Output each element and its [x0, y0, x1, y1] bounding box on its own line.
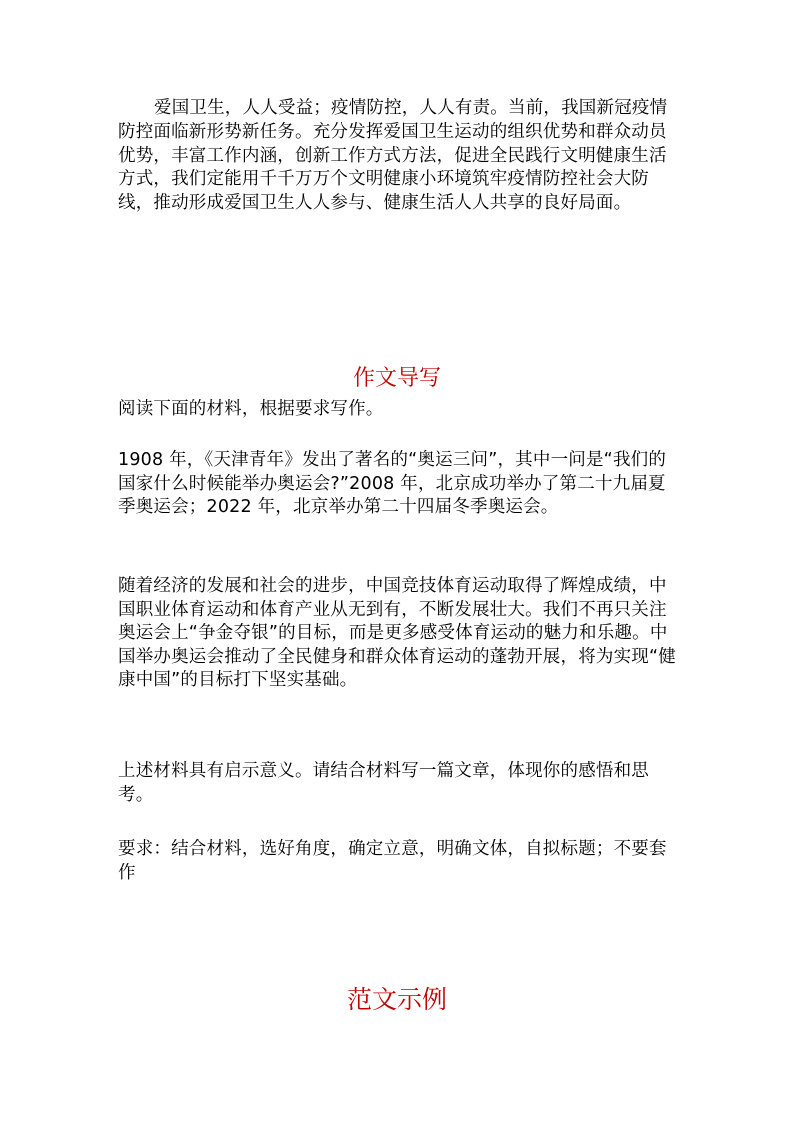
prompt-task: 上述材料具有启示意义。请结合材料写一篇文章，体现你的感悟和思考。	[118, 761, 649, 805]
prompt-material-2: 随着经济的发展和社会的进步，中国竞技体育运动取得了辉煌成绩，中国职业体育运动和体育产业从无到有，不断发展壮大。我们不再只关注奥运会上“争金夺银”的目标，而是更多感受体育运动的魅力和乐趣。中国举办奥运会推动了全民健身和群众体育运动的蓬勃开展，将为实现“健康中国”的目标打下坚实基础。	[118, 576, 676, 690]
prompt-material-1: 1908 年，《天津青年》发出了著名的“奥运三问”，其中一问是“我们的国家什么时候能举办奥运会?”2008 年，北京成功举办了第二十九届夏季奥运会；2022 年，北京举办第二十四届冬季奥运会。	[118, 450, 667, 517]
sample-essay-heading: 范文示例	[346, 985, 447, 1014]
writing-guide-heading: 作文导写	[352, 366, 441, 391]
intro-paragraph: 爱国卫生，人人受益；疫情防控，人人有责。当前，我国新冠疫情防控面临新形势新任务。充分发挥爱国卫生运动的组织优势和群众动员优势，丰富工作内涵，创新工作方式方法，促进全民践行文明健康生活方式，我们定能用千千万万个文明健康小环境筑牢疫情防控社会大防线，推动形成爱国卫生人人参与、健康生活人人共享的良好局面。	[118, 98, 668, 214]
prompt-instruction: 阅读下面的材料，根据要求写作。	[118, 399, 384, 419]
prompt-requirements: 要求：结合材料，选好角度，确定立意，明确文体，自拟标题；不要套作	[118, 839, 667, 883]
